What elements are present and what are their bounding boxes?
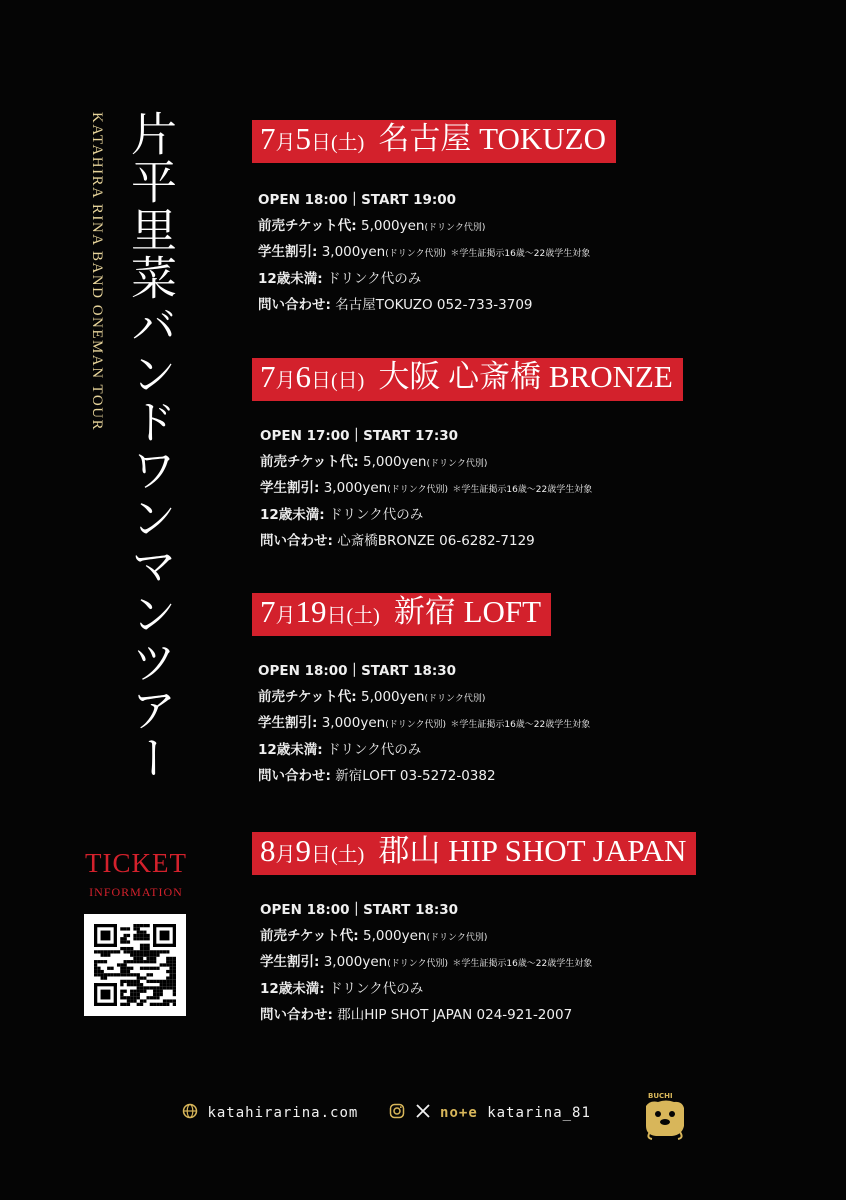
note-icon[interactable]: no+e <box>440 1105 478 1121</box>
tour-title: 片平里菜バンドワンマンツアー <box>124 110 178 782</box>
advance-price-line: 前売チケット代: 5,000yen(ドリンク代別) <box>258 218 486 235</box>
event-details <box>258 658 590 789</box>
child-price-line: 12歳未満: ドリンク代のみ <box>258 741 422 758</box>
event-header: 7月19日(土) 新宿 LOFT <box>252 593 551 636</box>
contact-line: 問い合わせ: 郡山HIP SHOT JAPAN 024-921-2007 <box>260 1006 573 1023</box>
event-venue: 名古屋 TOKUZO <box>378 121 606 156</box>
event-header: 8月9日(土) 郡山 HIP SHOT JAPAN <box>252 832 696 875</box>
ticket-info <box>80 850 192 900</box>
globe-icon <box>182 1103 198 1123</box>
open-start-line: OPEN 18:00｜START 18:30 <box>258 663 457 679</box>
event-nagoya <box>252 120 616 318</box>
event-header: 7月6日(日) 大阪 心斎橋 BRONZE <box>252 358 683 401</box>
event-details <box>260 423 683 554</box>
event-details <box>260 897 696 1028</box>
contact-line: 問い合わせ: 名古屋TOKUZO 052-733-3709 <box>258 296 533 313</box>
contact-line: 問い合わせ: 新宿LOFT 03-5272-0382 <box>258 767 496 784</box>
event-shinjuku <box>252 593 590 789</box>
advance-price-line: 前売チケット代: 5,000yen(ドリンク代別) <box>260 928 488 945</box>
mascot <box>636 1088 694 1146</box>
student-price-line: 学生割引: 3,000yen(ドリンク代別) ＊学生証掲示16歳〜22歳学生対象 <box>260 954 593 971</box>
mascot-dog-icon <box>636 1088 694 1142</box>
event-venue: 大阪 心斎橋 BRONZE <box>378 359 673 394</box>
tour-title-english: KATAHIRA RINA BAND ONEMAN TOUR <box>89 112 105 432</box>
instagram-icon[interactable] <box>389 1103 405 1123</box>
x-icon[interactable] <box>415 1103 431 1123</box>
advance-price-line: 前売チケット代: 5,000yen(ドリンク代別) <box>258 689 486 706</box>
event-venue: 新宿 LOFT <box>393 594 542 629</box>
open-start-line: OPEN 17:00｜START 17:30 <box>260 428 459 444</box>
social-handle[interactable]: katarina_81 <box>487 1105 591 1121</box>
event-details <box>258 187 616 318</box>
student-price-line: 学生割引: 3,000yen(ドリンク代別) ＊学生証掲示16歳〜22歳学生対象 <box>258 715 591 732</box>
open-start-line: OPEN 18:00｜START 18:30 <box>260 902 459 918</box>
child-price-line: 12歳未満: ドリンク代のみ <box>260 506 424 523</box>
contact-line: 問い合わせ: 心斎橋BRONZE 06-6282-7129 <box>260 532 535 549</box>
event-header: 7月5日(土) 名古屋 TOKUZO <box>252 120 616 163</box>
event-koriyama <box>252 832 696 1028</box>
student-price-line: 学生割引: 3,000yen(ドリンク代別) ＊学生証掲示16歳〜22歳学生対象 <box>260 480 593 497</box>
ticket-subheading: INFORMATION <box>89 885 183 899</box>
event-osaka <box>252 358 683 554</box>
ticket-heading: TICKET <box>85 848 187 878</box>
website-link[interactable]: katahirarina.com <box>207 1105 359 1121</box>
qr-code-icon <box>94 924 176 1006</box>
ticket-qr-code[interactable] <box>84 914 186 1016</box>
open-start-line: OPEN 18:00｜START 19:00 <box>258 192 457 208</box>
footer <box>182 1103 591 1123</box>
event-venue: 郡山 HIP SHOT JAPAN <box>378 833 687 868</box>
child-price-line: 12歳未満: ドリンク代のみ <box>258 270 422 287</box>
student-price-line: 学生割引: 3,000yen(ドリンク代別) ＊学生証掲示16歳〜22歳学生対象 <box>258 244 591 261</box>
child-price-line: 12歳未満: ドリンク代のみ <box>260 980 424 997</box>
advance-price-line: 前売チケット代: 5,000yen(ドリンク代別) <box>260 454 488 471</box>
mascot-label: BUCHI <box>648 1092 673 1100</box>
